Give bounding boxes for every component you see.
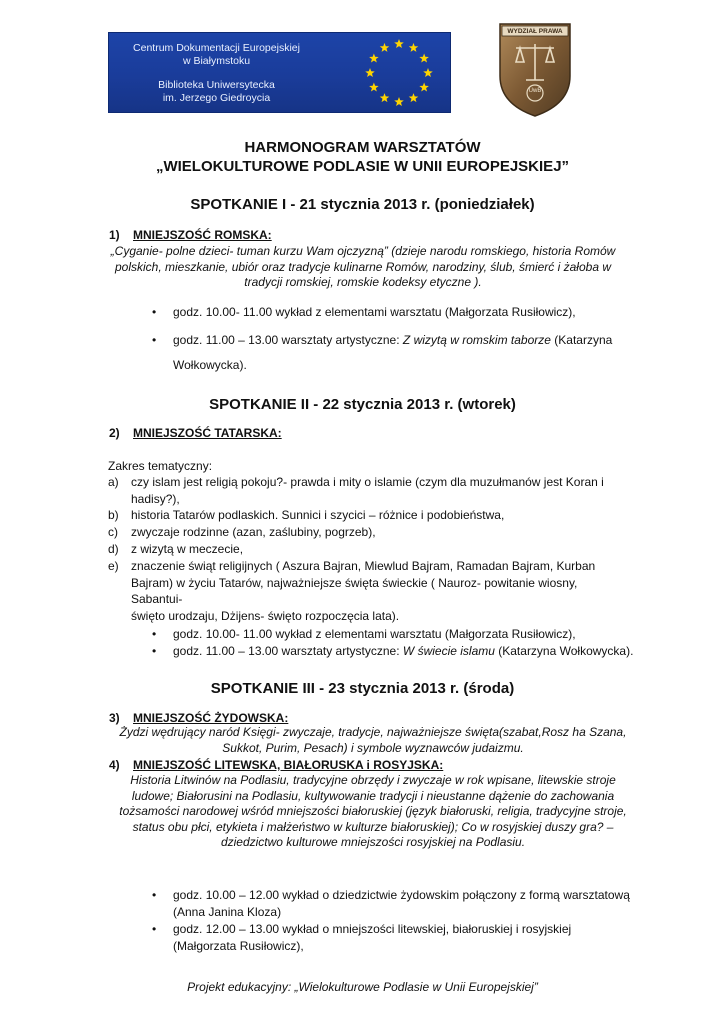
crest-text: WYDZIAŁ PRAWA bbox=[507, 28, 563, 35]
eu-star-icon bbox=[419, 54, 429, 63]
list-item: • godz. 10.00- 11.00 wykład z elementami warsztatu (Małgorzata Rusiłowicz), bbox=[152, 627, 576, 641]
meeting-3-heading: SPOTKANIE III - 23 stycznia 2013 r. (środa) bbox=[210, 680, 515, 697]
crest-monogram: UwB bbox=[528, 88, 542, 94]
section-4-number: 4) bbox=[109, 758, 120, 772]
law-faculty-crest bbox=[496, 18, 574, 118]
list-item: • godz. 11.00 – 13.00 warsztaty artystyczne: Z wizytą w romskim taborze (Katarzyna bbox=[152, 333, 613, 347]
list-item-continuation: (Małgorzata Rusiłowicz), bbox=[173, 939, 304, 953]
document-subtitle: „WIELOKULTUROWE PODLASIE W UNII EUROPEJSKIEJ” bbox=[155, 158, 570, 175]
section-1-title: MNIEJSZOŚĆ ROMSKA: bbox=[133, 228, 272, 242]
eu-star-icon bbox=[380, 93, 390, 102]
eu-stars-icon bbox=[347, 33, 452, 114]
section-3-title: MNIEJSZOŚĆ ŻYDOWSKA: bbox=[133, 711, 289, 725]
eu-star-icon bbox=[369, 83, 379, 92]
section-4-title: MNIEJSZOŚĆ LITEWSKA, BIAŁORUSKA i ROSYJSKA: bbox=[133, 758, 444, 772]
list-item: • godz. 11.00 – 13.00 warsztaty artystyczne: W świecie islamu (Katarzyna Wołkowycka). bbox=[152, 644, 634, 658]
meeting-2-heading: SPOTKANIE II - 22 stycznia 2013 r. (wtorek) bbox=[209, 396, 516, 413]
list-item: c) zwyczaje rodzinne (azan, zaślubiny, pogrzeb), bbox=[108, 525, 376, 539]
footer-project-line: Projekt edukacyjny: „Wielokulturowe Podlasie w Unii Europejskiej” bbox=[187, 980, 538, 994]
list-item: • godz. 10.00 – 12.00 wykład o dziedzictwie żydowskim połączony z formą warsztatową bbox=[152, 888, 630, 902]
section-1-description: „Cyganie- polne dzieci- tuman kurzu Wam ojczyzną” (dzieje narodu romskiego, historia Romów polskich, mieszkanie, ubiór oraz tradycje kulinarne Romów, narodziny, ślub, śmierć i żałoba w tradycji romskiej, romskie kodeksy etyczne ). bbox=[110, 244, 616, 289]
section-2-title: MNIEJSZOŚĆ TATARSKA: bbox=[133, 426, 282, 440]
document-title: HARMONOGRAM WARSZTATÓW bbox=[244, 139, 481, 156]
eu-star-icon bbox=[409, 43, 419, 52]
section-3-description: Żydzi wędrujący naród Księgi- zwyczaje, tradycje, najważniejsze święta(szabat,Rosz ha Szana, Sukkot, Purim, Pesach) i symbole wyznawców judaizmu. bbox=[119, 725, 627, 755]
logo-line: w Białymstoku bbox=[182, 55, 251, 67]
list-item: b) historia Tatarów podlaskich. Sunnici i szycici – różnice i podobieństwa, bbox=[108, 508, 505, 522]
logo-line: Biblioteka Uniwersytecka bbox=[158, 79, 275, 91]
list-item: a) czy islam jest religią pokoju?- prawda i mity o islamie (czym dla muzułmanów jest Koran i hadisy?), bbox=[108, 475, 604, 506]
topics-list bbox=[108, 474, 616, 623]
list-item-continuation: Wołkowycka). bbox=[173, 358, 247, 372]
logo-line: Centrum Dokumentacji Europejskiej bbox=[133, 42, 300, 54]
eu-star-icon bbox=[394, 97, 404, 106]
eu-star-icon bbox=[365, 68, 375, 77]
section-4-description: Historia Litwinów na Podlasiu, tradycyjne obrzędy i zwyczaje w rok wpisane, litewskie stroje ludowe; Białorusini na Podlasiu, kultywowanie tradycji i nieustanne dążenie do zachowania tożsamości narodowej wśród mniejszości białoruskiej (język białoruski, religia, tradycyjne stroje, status obu płci, etykieta i małżeństwo w kulturze białoruskiej); Co w rosyjskiej duszy gra? – dziedzictwo kulturowe mniejszości rosyjskiej na Podlasiu. bbox=[119, 773, 627, 849]
eu-star-icon bbox=[423, 68, 433, 77]
section-2-number: 2) bbox=[109, 426, 120, 440]
eu-star-icon bbox=[409, 93, 419, 102]
meeting-1-heading: SPOTKANIE I - 21 stycznia 2013 r. (poniedziałek) bbox=[190, 196, 535, 213]
list-item: • godz. 10.00- 11.00 wykład z elementami warsztatu (Małgorzata Rusiłowicz), bbox=[152, 305, 576, 319]
eu-star-icon bbox=[380, 43, 390, 52]
eu-star-icon bbox=[369, 54, 379, 63]
section-3-number: 3) bbox=[109, 711, 120, 725]
list-item: d) z wizytą w meczecie, bbox=[108, 542, 244, 556]
eu-star-icon bbox=[419, 83, 429, 92]
eu-star-icon bbox=[394, 39, 404, 48]
list-item: • godz. 12.00 – 13.00 wykład o mniejszości litewskiej, białoruskiej i rosyjskiej bbox=[152, 922, 572, 936]
list-item: e) znaczenie świąt religijnych ( Aszura Bajran, Miewlud Bajram, Ramadan Bajram, Kurban Bajram) w życiu Tatarów, najważniejsze święta świeckie ( Nauroz- powitanie wiosny, Sabantui- święto urodzaju, Dżijens- święto rozpoczęcia lata). bbox=[108, 559, 596, 623]
logo-line: im. Jerzego Giedroycia bbox=[162, 92, 271, 104]
topics-label: Zakres tematyczny: bbox=[108, 459, 213, 473]
list-item-continuation: (Anna Janina Kloza) bbox=[173, 905, 282, 919]
section-1-number: 1) bbox=[109, 228, 120, 242]
eu-documentation-centre-logo bbox=[108, 32, 451, 113]
